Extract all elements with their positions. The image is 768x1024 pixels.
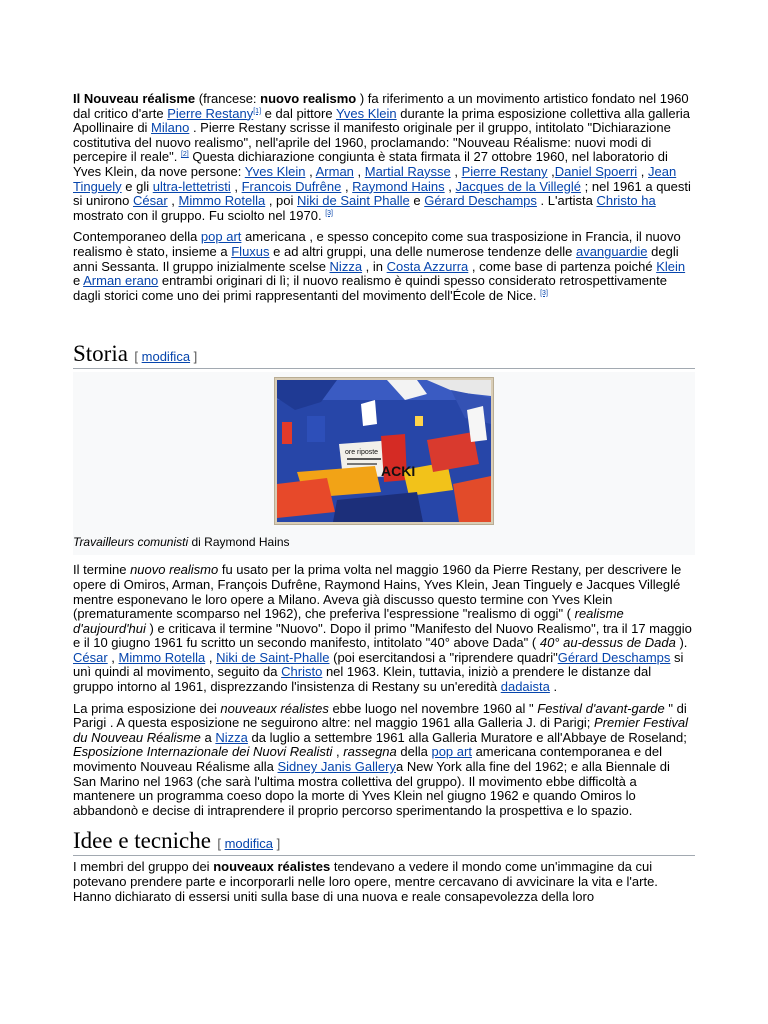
link-cesar[interactable]: César (132, 193, 168, 209)
text: , (107, 649, 119, 665)
term-bold: Il Nouveau réalisme (73, 91, 196, 106)
text: , (305, 163, 316, 179)
italic-term: rassegna (343, 744, 397, 760)
link-daniel-spoerri[interactable]: Daniel Spoerri (554, 163, 638, 179)
text: americana , e spesso concepito come sua trasposizione in Francia, il nuovo realismo è stato, insieme a (73, 229, 681, 259)
text: , (332, 744, 344, 760)
term-bold: nouveaux réalistes (213, 859, 331, 875)
text: . Pierre Restany scrisse il manifesto originale per il gruppo, intitolato "Dichiarazione costitutiva del nuovo realismo", nell'aprile del 1960, proclamando: "Nouveau Réalisme: nuovi modi di percepire il reale". (73, 120, 671, 165)
figure-caption (73, 535, 695, 549)
section-heading-idee (73, 828, 695, 856)
text: . (549, 679, 558, 695)
text: americana contemporanea e del movimento Nouveau Réalisme alla (73, 744, 663, 775)
link-gerard-deschamps-2[interactable]: Gérard Deschamps (557, 649, 671, 665)
text: entrambi originari di lì; il nuovo realismo è quindi spesso considerato retrospettivamente dagli storici come uno dei primi rappresentanti del movimento dell'École de Nice. (73, 273, 667, 303)
link-yves-klein-2[interactable]: Yves Klein (244, 163, 306, 179)
edit-section (217, 836, 280, 851)
link-martial-raysse[interactable]: Martial Raysse (364, 163, 451, 179)
text: Contemporaneo della (73, 229, 201, 245)
text: ). (675, 635, 688, 651)
text: ) e criticava il termine "Nuovo". Dopo il primo "Manifesto del Nuovo Realismo", tra il 17 maggio e il 10 giugno 1961 fu scritto un secondo manifesto, intitolato "40° above Dada" ( (73, 620, 692, 651)
italic-term: Festival d'avant-garde (537, 700, 665, 716)
text: degli anni Sessanta. Il gruppo inizialmente scelse (73, 243, 679, 274)
link-arman[interactable]: Arman (315, 163, 354, 179)
text: da luglio a settembre 1961 alla Galleria Muratore e all'Abbaye de Roseland; (247, 729, 687, 745)
ref-3b[interactable]: [3] (540, 289, 548, 297)
link-klein[interactable]: Klein (656, 258, 686, 274)
text: e gli (121, 178, 153, 194)
link-gerard-deschamps[interactable]: Gérard Deschamps (424, 193, 537, 209)
text: della (396, 744, 432, 760)
edit-link-storia[interactable]: modifica (141, 349, 191, 365)
text: (francese: (195, 91, 261, 106)
text: tendevano a vedere il mondo come un'immagine da cui potevano prendere parte e incorporarli nelle loro opere, mentre cercavano di avvicinare la vita e l'arte. Hanno dichiarato di essersi uniti sulla base di una nuova e reale consapevolezza della loro (73, 859, 658, 904)
text: , (353, 163, 365, 179)
italic-term: Esposizione Internazionale dei Nuovi Realisti (73, 744, 333, 760)
text: ebbe luogo nel novembre 1960 al " (328, 700, 538, 716)
italic-term: realisme d'aujourd'hui (73, 606, 624, 636)
text: , come base di partenza poiché (468, 258, 657, 274)
link-yves-klein[interactable]: Yves Klein (335, 105, 397, 121)
idee-paragraph-1 (73, 860, 695, 904)
caption-text: di Raymond Hains (188, 535, 290, 550)
text: , (230, 178, 242, 194)
text: durante la prima esposizione collettiva alla galleria Apollinaire di (73, 105, 691, 136)
link-pierre-restany-2[interactable]: Pierre Restany (461, 163, 548, 179)
text: , in (362, 258, 387, 274)
text: (poi esercitandosi a "riprendere quadri" (329, 649, 558, 665)
text: , poi (265, 193, 297, 209)
text: mostrato con il gruppo. Fu sciolto nel 1970. (73, 207, 326, 223)
italic-term: nouveaux réalistes (220, 700, 329, 716)
edit-link-idee[interactable]: modifica (224, 836, 274, 852)
link-nizza-2[interactable]: Nizza (215, 729, 248, 745)
text: Questa dichiarazione congiunta è stata firmata il 27 ottobre 1960, nel laboratorio di Yves Klein, da nove persone: (73, 149, 668, 179)
link-milano[interactable]: Milano (151, 120, 190, 136)
link-francois-dufrene[interactable]: Francois Dufrêne (241, 178, 342, 194)
text: , (167, 193, 179, 209)
link-niki-de-saint-phalle[interactable]: Niki de Saint Phalle (297, 193, 410, 209)
text: , (205, 649, 217, 665)
link-costa-azzurra[interactable]: Costa Azzurra (386, 258, 469, 274)
bracket: ] (273, 836, 281, 852)
bracket: ] (190, 349, 198, 365)
text: , (547, 163, 555, 179)
link-jean-tinguely[interactable]: Jean Tinguely (73, 163, 677, 194)
painting-text: ACKI (381, 463, 416, 480)
italic-term: 40° au-dessus de Dada (539, 635, 676, 651)
text: e (409, 193, 425, 209)
link-arman-erano[interactable]: Arman erano (83, 273, 159, 289)
link-raymond-hains[interactable]: Raymond Hains (352, 178, 445, 194)
text: Il termine (73, 562, 131, 578)
caption-title: Travailleurs comunisti (73, 535, 189, 550)
link-ultra-lettetristi[interactable]: ultra-lettetristi (152, 178, 231, 194)
link-mimmo-rotella[interactable]: Mimmo Rotella (178, 193, 266, 209)
ref-2[interactable]: [2] (180, 151, 189, 159)
storia-paragraph-2 (73, 702, 695, 819)
link-fluxus[interactable]: Fluxus (231, 243, 270, 259)
painting-text: ore riposte (345, 449, 379, 457)
link-christo[interactable]: Christo ha (596, 193, 656, 209)
figure (73, 372, 695, 555)
link-dadaista[interactable]: dadaista (500, 679, 550, 695)
text: , (444, 178, 456, 194)
text: e (73, 273, 84, 289)
section-title: Idee e tecniche (73, 828, 211, 854)
link-pop-art[interactable]: pop art (200, 229, 242, 245)
painting-image[interactable] (274, 377, 494, 525)
link-cesar-2[interactable]: César (73, 649, 108, 665)
article-body (73, 92, 695, 904)
bracket: [ (134, 349, 142, 365)
link-pierre-restany[interactable]: Pierre Restany (167, 105, 254, 121)
storia-paragraph-1 (73, 563, 695, 694)
bracket: [ (217, 836, 225, 852)
italic-term: Premier Festival du Nouveau Réalisme (73, 715, 688, 745)
text: La prima esposizione dei (73, 700, 221, 716)
text: e ad altri gruppi, una delle numerose tendenze delle (269, 243, 576, 259)
text: , (637, 163, 648, 179)
text: . L'artista (536, 193, 597, 209)
term-bold: nuovo realismo (260, 91, 357, 106)
edit-section (134, 349, 197, 364)
text: a New York alla fine del 1962; e alla Biennale di San Marino nel 1963 (che sarà l'ultima mostra collettiva del gruppo). Il movimento ebbe difficoltà a mantenere un programma coeso dopo la morte di Yves Klein nel giugno 1962 e quando Omiros lo abbandonò e decise di intraprendere il proprio percorso sperimentando la prospettiva e lo spazio. (73, 759, 670, 818)
section-title: Storia (73, 341, 128, 367)
text: ; nel 1961 a questi si unirono (73, 178, 691, 209)
link-christo-2[interactable]: Christo (281, 664, 323, 680)
text: e dal pittore (261, 105, 336, 121)
text: I membri del gruppo dei (73, 859, 214, 875)
italic-term: nuovo realismo (130, 562, 219, 578)
text: ) fa riferimento a un movimento artistico fondato nel 1960 dal critico d'arte (73, 91, 689, 121)
link-niki-de-saint-phalle-2[interactable]: Niki de Saint-Phalle (216, 649, 330, 665)
intro-paragraph (73, 92, 695, 223)
text: fu usato per la prima volta nel maggio 1960 da Pierre Restany, per descrivere le opere di Omiros, Arman, François Dufrêne, Raymond Hains, Yves Klein, Jean Tinguely e Jacques Villeglé mentre esponevano le loro opere a Milano. Aveva già discusso questo termine con Yves Klein (prematuramente scomparso nel 1962), che preferiva l'espressione "realismo di oggi" ( (73, 562, 682, 622)
link-avanguardie[interactable]: avanguardie (575, 243, 648, 259)
ref-1[interactable]: [1] (253, 107, 262, 115)
link-pop-art-2[interactable]: pop art (431, 744, 472, 760)
section-heading-storia (73, 341, 695, 369)
link-mimmo-rotella-2[interactable]: Mimmo Rotella (118, 649, 206, 665)
painting-artwork (277, 380, 491, 522)
text: , (450, 163, 462, 179)
text: nel 1963. Klein, tuttavia, iniziò a prendere le distanze dal gruppo intorno al 1961, disprezzando l'insistenza di Restany su un'eredità (73, 664, 652, 695)
link-jacques-de-la-villegle[interactable]: Jacques de la Villeglé (455, 178, 582, 194)
text: a (200, 729, 216, 745)
link-sidney-janis-gallery[interactable]: Sidney Janis Gallery (277, 759, 396, 775)
ref-3[interactable]: [3] (325, 209, 333, 217)
text: si unì quindi al movimento, seguito da (73, 649, 684, 680)
link-nizza[interactable]: Nizza (329, 258, 363, 274)
context-paragraph (73, 230, 695, 303)
text: , (341, 178, 353, 194)
text: " di Parigi . A questa esposizione ne seguirono altre: nel maggio 1961 alla Galleria J. di Parigi; (73, 700, 687, 731)
